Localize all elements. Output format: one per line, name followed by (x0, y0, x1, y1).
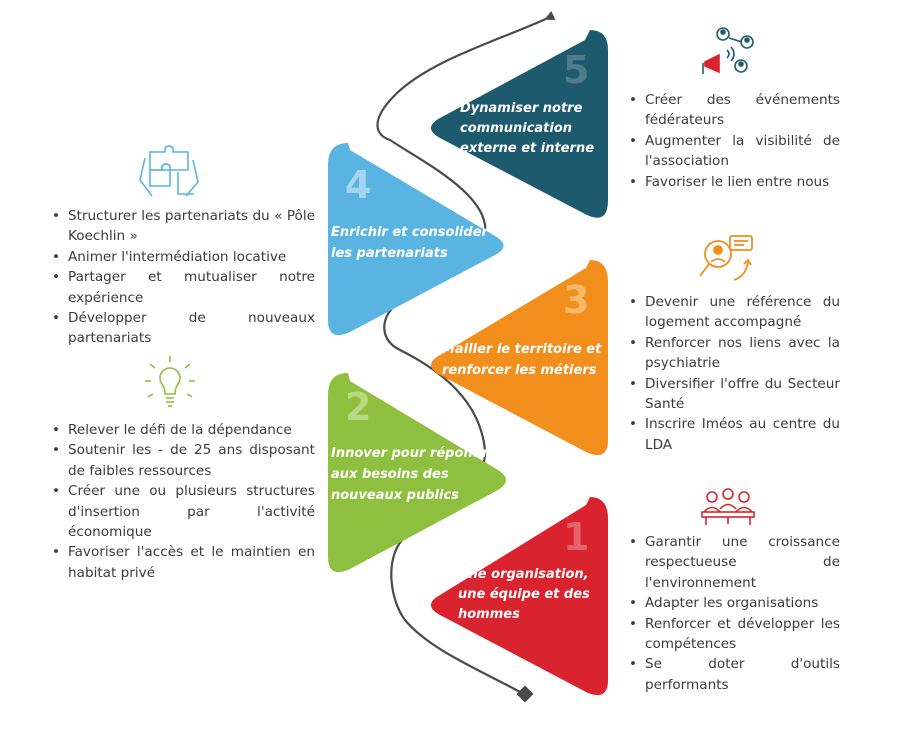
step-5-actions (627, 90, 840, 192)
list-item: • Créer une ou plusieurs structures d'insertion par l'activité économique (68, 481, 315, 542)
step-3-title-line: renforcer les métiers (442, 363, 597, 378)
step-5-number: 5 (563, 48, 590, 92)
lightbulb-icon (145, 356, 195, 406)
list-item: • Adapter les organisations (645, 593, 840, 613)
step-3-number: 3 (563, 278, 590, 322)
list-item: • Diversifier l'offre du Secteur Santé (645, 374, 840, 415)
list-item: • Favoriser l'accès et le maintien en habitat privé (68, 542, 315, 583)
step-1-title-line: hommes (458, 607, 520, 622)
list-item: • Développer de nouveaux partenariats (68, 308, 315, 349)
list-item: • Animer l'intermédiation locative (68, 247, 315, 267)
step-2-actions (50, 420, 315, 583)
list-item: • Augmenter la visibilité de l'association (645, 131, 840, 172)
list-item: • Devenir une référence du logement accompagné (645, 292, 840, 333)
list-item: • Renforcer et développer les compétences (645, 614, 840, 655)
step-2-number: 2 (345, 385, 372, 429)
step-1-number: 1 (563, 515, 590, 559)
step-1-actions (627, 532, 840, 695)
step-5-title-line: communication (460, 121, 573, 136)
list-item: • Soutenir les - de 25 ans disposant de faibles ressources (68, 440, 315, 481)
step-5-title-line: Dynamiser notre (460, 101, 583, 116)
search-growth-icon (700, 236, 752, 280)
list-item: • Relever le défi de la dépendance (68, 420, 315, 440)
step-5-title-line: externe et interne (460, 141, 595, 156)
team-meeting-icon (702, 489, 754, 525)
step-4-title-line: Enrichir et consolider (331, 225, 488, 240)
list-item: • Partager et mutualiser notre expérience (68, 267, 315, 308)
list-item: • Renforcer nos liens avec la psychiatrie (645, 333, 840, 374)
list-item: • Inscrire Iméos au centre du LDA (645, 414, 840, 455)
list-item: • Créer des événements fédérateurs (645, 90, 840, 131)
step-4-actions (50, 206, 315, 349)
list-item: • Favoriser le lien entre nous (645, 172, 840, 192)
list-item: • Se doter d'outils performants (645, 654, 840, 695)
step-4-number: 4 (345, 163, 372, 207)
step-2-title-line: aux besoins des (331, 467, 449, 482)
step-1-title-line: une équipe et des (458, 587, 590, 602)
step-2-title-line: nouveaux publics (331, 488, 459, 503)
step-1-title-line: Une organisation, (458, 567, 589, 582)
step-2-title-line: Innover pour répondre (331, 446, 498, 461)
puzzle-hands-icon (140, 146, 198, 196)
step-3-actions (627, 292, 840, 455)
step-4-title-line: les partenariats (331, 246, 448, 261)
list-item: • Structurer les partenariats du « Pôle Koechlin » (68, 206, 315, 247)
list-item: • Garantir une croissance respectueuse de l'environnement (645, 532, 840, 593)
path-end-square (517, 686, 534, 703)
communication-network-icon (703, 28, 753, 74)
step-3-title-line: Mailler le territoire et (442, 342, 602, 357)
